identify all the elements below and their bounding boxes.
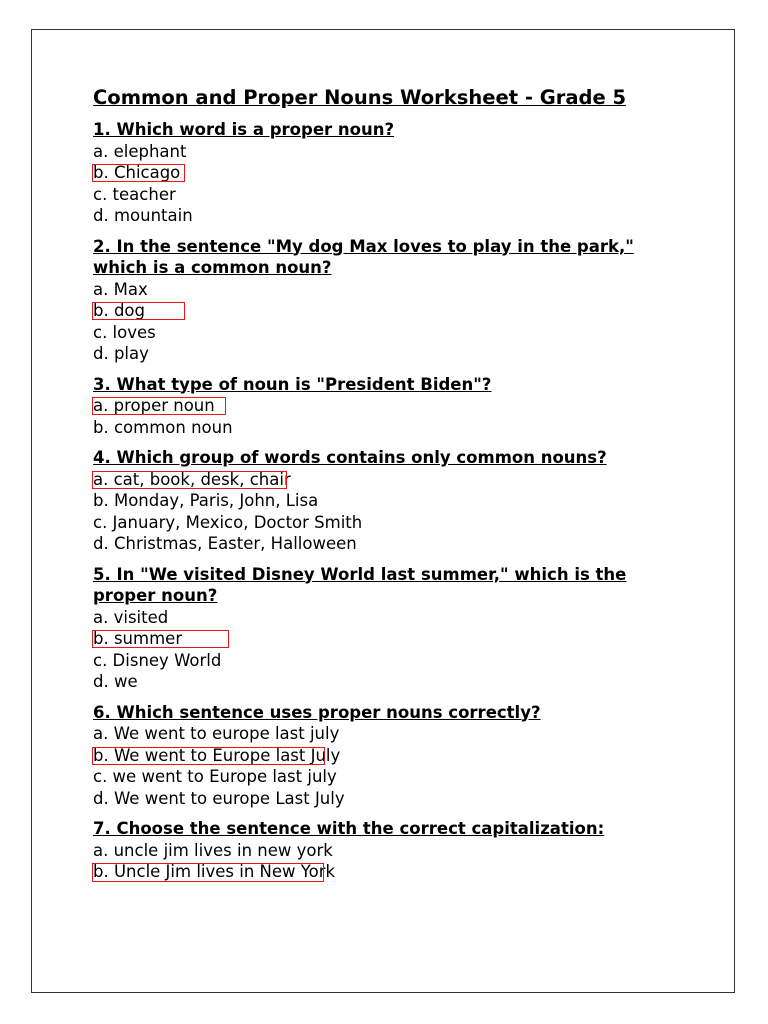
question-text: 7. Choose the sentence with the correct capitalization: — [93, 819, 605, 838]
option-label: a. Max — [93, 279, 148, 299]
question-5 — [93, 564, 693, 693]
answer-option[interactable] — [93, 788, 693, 810]
answer-option-marked[interactable] — [93, 162, 693, 184]
answer-option-marked[interactable] — [93, 395, 693, 417]
option-label: c. Disney World — [93, 650, 222, 670]
worksheet-title: Common and Proper Nouns Worksheet - Grade 5 — [93, 86, 627, 109]
answer-option[interactable] — [93, 766, 693, 788]
option-label: a. proper noun — [93, 396, 215, 415]
question-7 — [93, 818, 693, 883]
option-label: a. cat, book, desk, chair — [93, 469, 291, 489]
option-label: d. play — [93, 344, 149, 363]
option-label: b. We went to Europe last July — [93, 745, 341, 765]
option-label: c. teacher — [93, 184, 176, 204]
question-text: 5. In "We visited Disney World last summer," which is the proper noun? — [93, 564, 627, 605]
question-text: 6. Which sentence uses proper nouns correctly? — [93, 702, 541, 722]
option-label: b. Monday, Paris, John, Lisa — [93, 491, 319, 510]
answer-option[interactable] — [93, 650, 693, 672]
option-label: a. We went to europe last july — [93, 724, 340, 743]
option-label: d. We went to europe Last July — [93, 788, 345, 808]
answer-option[interactable] — [93, 512, 693, 534]
answer-option-marked[interactable] — [93, 745, 693, 767]
worksheet — [93, 84, 693, 892]
answer-option-marked[interactable] — [93, 861, 693, 883]
question-3 — [93, 374, 693, 439]
answer-option[interactable] — [93, 205, 693, 227]
answer-option[interactable] — [93, 184, 693, 206]
answer-option-marked[interactable] — [93, 628, 693, 650]
answer-option[interactable] — [93, 671, 693, 693]
question-6 — [93, 702, 693, 810]
answer-option-marked[interactable] — [93, 300, 693, 322]
answer-option[interactable] — [93, 607, 693, 629]
answer-option-marked[interactable] — [93, 469, 693, 491]
question-text: 2. In the sentence "My dog Max loves to play in the park," which is a common noun? — [93, 236, 634, 277]
answer-option[interactable] — [93, 322, 693, 344]
question-text: 4. Which group of words contains only common nouns? — [93, 448, 607, 467]
option-label: a. uncle jim lives in new york — [93, 840, 333, 860]
option-label: a. visited — [93, 607, 169, 627]
option-label: b. Uncle Jim lives in New York — [93, 862, 336, 881]
option-label: c. January, Mexico, Doctor Smith — [93, 512, 363, 532]
option-label: b. summer — [93, 629, 183, 648]
answer-option[interactable] — [93, 279, 693, 301]
option-label: b. dog — [93, 301, 146, 320]
answer-option[interactable] — [93, 840, 693, 862]
option-label: c. we went to Europe last july — [93, 767, 337, 786]
answer-option[interactable] — [93, 490, 693, 512]
answer-option[interactable] — [93, 533, 693, 555]
question-text: 3. What type of noun is "President Biden"? — [93, 374, 492, 394]
answer-option[interactable] — [93, 723, 693, 745]
question-2 — [93, 236, 693, 365]
option-label: c. loves — [93, 322, 156, 342]
option-label: b. common noun — [93, 417, 233, 437]
option-label: d. we — [93, 672, 138, 691]
question-text: 1. Which word is a proper noun? — [93, 120, 395, 139]
answer-option[interactable] — [93, 343, 693, 365]
question-4 — [93, 447, 693, 555]
option-label: d. mountain — [93, 206, 193, 225]
option-label: d. Christmas, Easter, Halloween — [93, 534, 357, 553]
option-label: a. elephant — [93, 141, 187, 161]
question-1 — [93, 119, 693, 227]
answer-option[interactable] — [93, 417, 693, 439]
answer-option[interactable] — [93, 141, 693, 163]
option-label: b. Chicago — [93, 163, 181, 182]
